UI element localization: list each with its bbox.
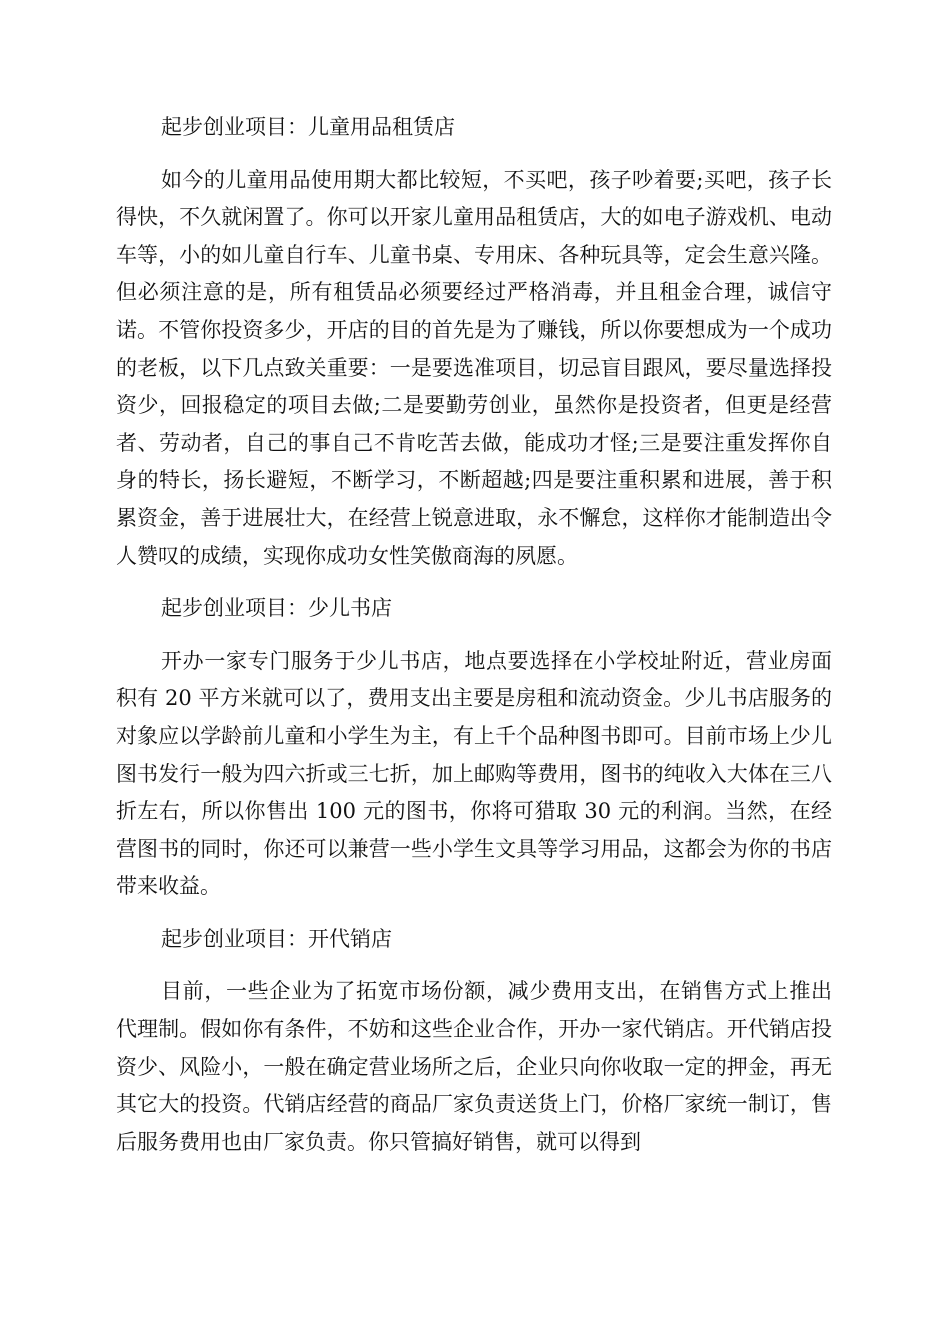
section-paragraph: 目前，一些企业为了拓宽市场份额，减少费用支出，在销售方式上推出代理制。假如你有条件，不妨和这些企业合作，开办一家代销店。开代销店投资少、风险小，一般在确定营业场所之后，企业只向你收取一定的押金，再无其它大的投资。代销店经营的商品厂家负责送货上门，价格厂家统一制订，售后服务费用也由厂家负责。你只管搞好销售，就可以得到 — [116, 979, 832, 1154]
section-heading: 起步创业项目：开代销店 — [161, 926, 392, 951]
section-paragraph: 开办一家专门服务于少儿书店，地点要选择在小学校址附近，营业房面积有 20 平方米就可以了，费用支出主要是房租和流动资金。少儿书店服务的对象应以学龄前儿童和小学生为主，有上千个品种图书即可。目前市场上少儿图书发行一般为四六折或三七折，加上邮购等费用，图书的纯收入大体在三八折左右，所以你售出 100 元的图书，你将可猎取 30 元的利润。当然，在经营图书的同时，你还可以兼营一些小学生文具等学习用品，这都会为你的书店带来收益。 — [116, 648, 832, 899]
section-heading: 起步创业项目：少儿书店 — [161, 596, 392, 621]
section-paragraph: 如今的儿童用品使用期大都比较短，不买吧，孩子吵着要;买吧，孩子长得快，不久就闲置了。你可以开家儿童用品租赁店，大的如电子游戏机、电动车等，小的如儿童自行车、儿童书桌、专用床、各种玩具等，定会生意兴隆。但必须注意的是，所有租赁品必须要经过严格消毒，并且租金合理，诚信守诺。不管你投资多少，开店的目的首先是为了赚钱，所以你要想成为一个成功的老板，以下几点致关重要：一是要选准项目，切忌盲目跟风，要尽量选择投资少，回报稳定的项目去做;二是要勤劳创业，虽然你是投资者，但更是经营者、劳动者，自己的事自己不肯吃苦去做，能成功才怪;三是要注重发挥你自身的特长，扬长避短，不断学习，不断超越;四是要注重积累和进展，善于积累资金，善于进展壮大，在经营上锐意进取，永不懈怠，这样你才能制造出令人赞叹的成绩，实现你成功女性笑傲商海的夙愿。 — [116, 167, 832, 568]
document-body — [116, 109, 832, 1176]
section-heading: 起步创业项目：儿童用品租赁店 — [161, 115, 455, 139]
